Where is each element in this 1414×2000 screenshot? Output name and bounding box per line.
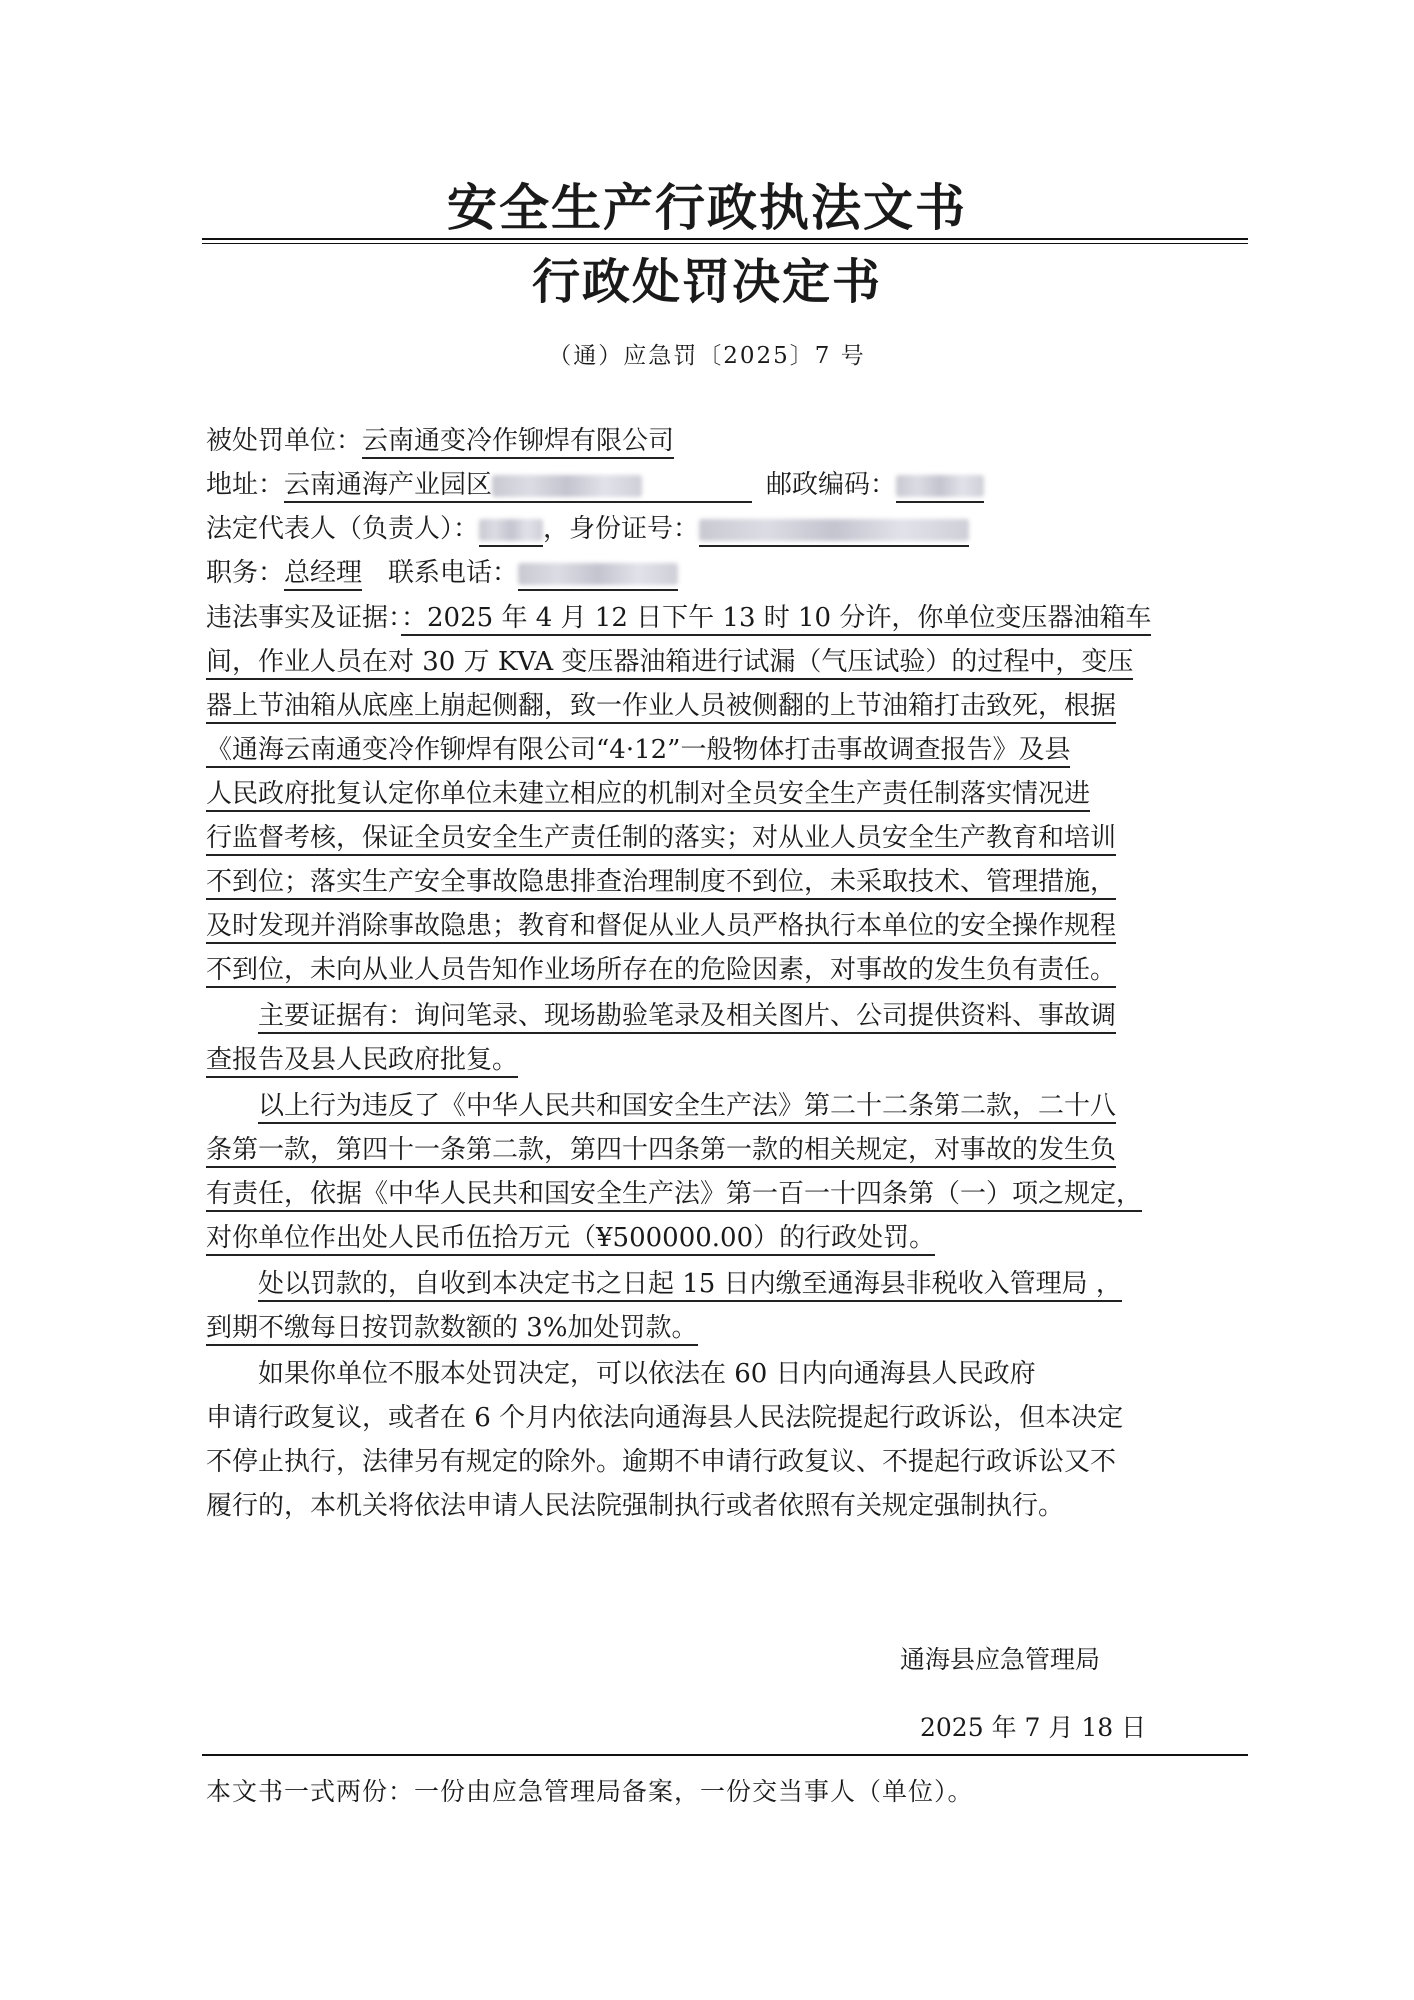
facts-text-7: 及时发现并消除事故隐患；教育和督促从业人员严格执行本单位的安全操作规程 (206, 911, 1116, 944)
remedy-text-0: 如果你单位不服本处罚决定，可以依法在 60 日内向通海县人民政府 (258, 1359, 1036, 1389)
violation-line-0 (258, 1084, 1238, 1128)
redacted-postal-code (896, 475, 984, 497)
postal-code-value (896, 470, 984, 503)
remedy-text-2: 不停止执行，法律另有规定的除外。逾期不申请行政复议、不提起行政诉讼又不 (206, 1447, 1117, 1477)
penalized-unit-line (206, 422, 674, 460)
violation-line-2 (206, 1172, 1186, 1216)
redacted-address (492, 475, 642, 497)
facts-text-6: 不到位；落实生产安全事故隐患排查治理制度不到位，未采取技术、管理措施， (206, 867, 1116, 900)
payment-line-1 (206, 1306, 1186, 1350)
id-number-value (699, 514, 969, 547)
address-value: 云南通海产业园区 (284, 470, 752, 503)
facts-text-1: 间，作业人员在对 30 万 KVA 变压器油箱进行试漏（气压试验）的过程中，变压 (206, 647, 1133, 680)
remedy-line-2 (206, 1440, 1186, 1484)
payment-text-1: 到期不缴每日按罚款数额的 3%加处罚款。 (206, 1313, 698, 1346)
redacted-id-number (699, 519, 969, 541)
evidence-text-1: 查报告及县人民政府批复。 (206, 1045, 518, 1078)
payment-text-0: 处以罚款的，自收到本决定书之日起 15 日内缴至通海县非税收入管理局 ， (258, 1269, 1122, 1302)
phone-label: 联系电话： (388, 558, 519, 588)
facts-text-3: 《通海云南通变冷作铆焊有限公司“4·12”一般物体打击事故调查报告》及县 (206, 735, 1070, 768)
footer-rule (202, 1754, 1248, 1756)
facts-line-7 (206, 904, 1186, 948)
footer-note: 本文书一式两份：一份由应急管理局备案，一份交当事人（单位）。 (206, 1777, 974, 1806)
document-title: 行政处罚决定书 (531, 254, 882, 310)
penalized-unit-label: 被处罚单位： (206, 426, 363, 456)
violation-text-0: 以上行为违反了《中华人民共和国安全生产法》第二十二条第二款，二十八 (258, 1091, 1116, 1124)
facts-text-0: ：2025 年 4 月 12 日下午 13 时 10 分许，你单位变压器油箱车 (401, 603, 1151, 636)
header-rule-thin (202, 243, 1248, 244)
remedy-line-3 (206, 1484, 1186, 1528)
facts-text-2: 器上节油箱从底座上崩起侧翻，致一作业人员被侧翻的上节油箱打击致死，根据 (206, 691, 1116, 724)
facts-line-3 (206, 728, 1186, 772)
evidence-line-0 (258, 994, 1238, 1038)
id-number-label: ，身份证号： (543, 514, 700, 544)
remedy-text-3: 履行的，本机关将依法申请人民法院强制执行或者依照有关规定强制执行。 (206, 1491, 1065, 1521)
issuing-organization: 通海县应急管理局 (900, 1645, 1101, 1674)
violation-line-3 (206, 1216, 1186, 1260)
facts-text-5: 行监督考核，保证全员安全生产责任制的落实；对从业人员安全生产教育和培训 (206, 823, 1116, 856)
violation-text-1: 条第一款，第四十一条第二款，第四十四条第一款的相关规定，对事故的发生负 (206, 1135, 1116, 1168)
position-line (206, 554, 678, 592)
penalized-unit-value: 云南通变冷作铆焊有限公司 (362, 426, 674, 459)
facts-text-8: 不到位，未向从业人员告知作业场所存在的危险因素，对事故的发生负有责任。 (206, 955, 1116, 988)
facts-label: 违法事实及证据： (206, 603, 402, 633)
position-label: 职务： (206, 558, 285, 588)
facts-line-2 (206, 684, 1186, 728)
header-rule (202, 238, 1248, 240)
phone-value (518, 558, 678, 591)
facts-line-4 (206, 772, 1186, 816)
legal-rep-label: 法定代表人（负责人）： (206, 514, 480, 544)
facts-line-8 (206, 948, 1186, 992)
postal-code-line (766, 466, 984, 504)
redacted-phone (518, 563, 678, 585)
issue-date: 2025 年 7 月 18 日 (920, 1713, 1147, 1742)
facts-line-1 (206, 640, 1186, 684)
facts-line-6 (206, 860, 1186, 904)
postal-code-label: 邮政编码： (766, 470, 897, 500)
remedy-line-0 (258, 1352, 1238, 1396)
evidence-line-1 (206, 1038, 1186, 1082)
remedy-line-1 (206, 1396, 1186, 1440)
position-value: 总经理 (284, 558, 362, 591)
violation-text-2: 有责任，依据《中华人民共和国安全生产法》第一百一十四条第（一）项之规定， (206, 1179, 1142, 1212)
evidence-text-0: 主要证据有：询问笔录、现场勘验笔录及相关图片、公司提供资料、事故调 (258, 1001, 1116, 1034)
violation-line-1 (206, 1128, 1186, 1172)
payment-line-0 (258, 1262, 1238, 1306)
legal-rep-value (479, 514, 543, 547)
facts-text-4: 人民政府批复认定你单位未建立相应的机制对全员安全生产责任制落实情况进 (206, 779, 1090, 812)
facts-line-5 (206, 816, 1186, 860)
violation-text-3: 对你单位作出处人民币伍拾万元（¥500000.00）的行政处罚。 (206, 1223, 935, 1256)
legal-rep-line (206, 510, 969, 548)
document-number: （通）应急罚〔2025〕7 号 (548, 343, 866, 369)
address-label: 地址： (206, 470, 285, 500)
address-line (206, 466, 752, 504)
remedy-text-1: 申请行政复议，或者在 6 个月内依法向通海县人民法院提起行政诉讼，但本决定 (206, 1403, 1124, 1433)
document-category-title: 安全生产行政执法文书 (447, 179, 967, 237)
redacted-name (479, 519, 543, 541)
facts-line-0 (206, 596, 1186, 640)
